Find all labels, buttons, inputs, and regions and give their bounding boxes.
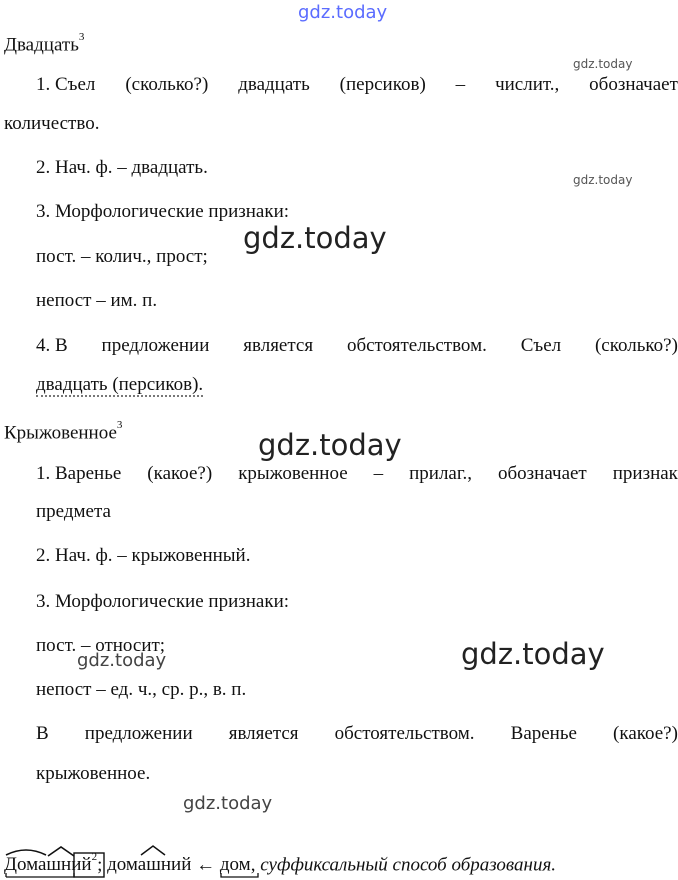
watermark: gdz.today [183,793,273,814]
heading-text: Двадцать [4,34,79,56]
word: признак [612,463,678,484]
word: обозначает [589,74,678,95]
item-4-cont: крыжовенное. [36,763,151,784]
watermark: gdz.today [573,57,633,71]
word: 1. Съел [36,74,96,95]
word: крыжовенное [238,463,348,484]
underlined-phrase: двадцать (персиков). [36,374,204,395]
word: Варенье [510,723,577,744]
word-formation-line [4,848,556,877]
separator: ; [97,854,108,876]
arrow: ← [191,854,220,876]
word: В [36,723,49,744]
word: (какое?) [147,463,213,484]
heading-sup: 3 [78,31,85,43]
word: (сколько?) [125,74,209,95]
word: является [228,723,299,744]
word-heading [4,28,84,57]
base-underline-icon [220,847,260,879]
word: является [243,335,314,356]
item-3: 3. Морфологические признаки: [36,201,290,222]
watermark: gdz.today [77,650,167,671]
word: – [373,463,384,484]
heading-sup: 3 [116,419,123,431]
item-4-line [36,722,678,746]
variable-features: непост – им. п. [36,290,158,311]
item-1-cont: предмета [36,501,111,522]
item-3: 3. Морфологические признаки: [36,591,290,612]
item-1-line [36,73,678,97]
item-1-line [36,462,678,486]
word: прилаг., [409,463,473,484]
constant-features: пост. – колич., прост; [36,246,208,267]
morpheme-word [4,853,92,877]
word: 4. В [36,335,68,356]
heading-text: Домашний [4,854,92,876]
base-text: дом [219,854,251,876]
word: предложении [84,723,193,744]
variable-features: непост – ед. ч., ср. р., в. п. [36,679,247,700]
watermark: gdz.today [461,637,605,671]
comma: , [250,854,261,876]
item-4-cont [36,373,203,397]
heading-sup: 2 [91,851,98,863]
word: двадцать [238,74,310,95]
word: 1. Варенье [36,463,122,484]
derived-text: домашний [107,854,192,876]
item-4-line [36,334,678,358]
word: Съел [520,335,562,356]
watermark: gdz.today [298,2,388,23]
formation-method: суффиксальный способ образования. [260,854,557,876]
word: обстоятельством. [334,723,475,744]
morpheme-marks-icon [4,847,114,879]
item-2: 2. Нач. ф. – крыжовенный. [36,545,251,566]
suffix-mark-icon [107,845,187,857]
word: (персиков) [339,74,426,95]
word: обстоятельством. [346,335,487,356]
watermark: gdz.today [258,428,402,462]
heading-text: Крыжовенное [4,422,117,444]
word: (сколько?) [594,335,678,356]
item-1-cont: количество. [4,113,100,134]
word: обозначает [498,463,587,484]
item-2: 2. Нач. ф. – двадцать. [36,157,208,178]
word: предложении [101,335,210,356]
base-word [220,853,251,877]
word: (какое?) [613,723,678,744]
watermark: gdz.today [243,221,387,255]
word: – [455,74,466,95]
word-heading [4,416,122,445]
watermark: gdz.today [573,173,633,187]
constant-features: пост. – относит; [36,635,166,656]
derived-word [107,853,191,877]
word: числит., [495,74,560,95]
